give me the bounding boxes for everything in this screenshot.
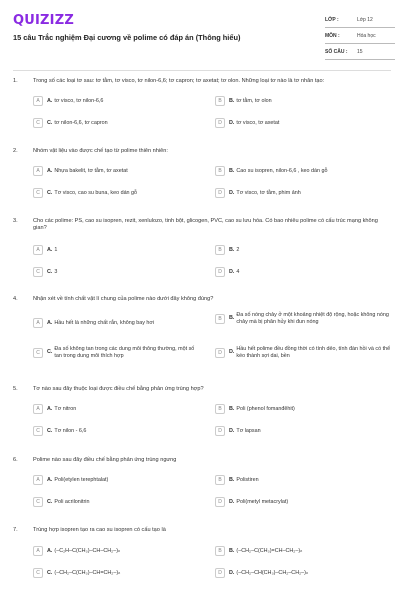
option-key: B.	[229, 315, 235, 322]
option-letter-box: C	[33, 497, 43, 507]
option-letter-box: D	[215, 348, 225, 358]
option-text: Tơ visco, tơ tằm, phim ảnh	[236, 189, 301, 196]
question-text: Trong số các loại tơ sau: tơ tằm, tơ visco, tơ nilon-6,6; tơ capron; tơ axetat; tơ olon. Những loại tơ nào là tơ nhân tạo:	[33, 78, 325, 84]
option-text: tơ tằm, tơ olon	[236, 97, 272, 104]
option-key: C.	[47, 569, 53, 576]
option-text: tơ visco, tơ axetat	[236, 119, 280, 126]
meta-value: 15	[357, 48, 363, 55]
option-c[interactable]	[33, 346, 198, 359]
option-key: A.	[47, 167, 53, 174]
option-text: Đa số nóng chảy ở một khoảng nhiệt độ rộng, hoặc không nóng chảy mà bị phân hủy khi đun nóng	[236, 312, 389, 325]
option-c[interactable]	[33, 188, 198, 198]
question-6	[0, 457, 400, 505]
option-text: Poli(metyl metacrylat)	[236, 498, 289, 505]
question-text: Cho các polime: PS, cao su isopren, rezit, xenlulozo, tinh bột, glicogen, PVC, cao su lưu hóa. Có bao nhiêu polime có cấu trúc mạng không gian?	[33, 218, 378, 231]
option-text: tơ nilon-6,6, tơ capron	[54, 119, 108, 126]
option-letter-box: D	[215, 497, 225, 507]
option-b[interactable]	[215, 166, 391, 176]
option-text: 4	[236, 268, 240, 275]
option-key: C.	[47, 268, 53, 275]
question-number: 7.	[13, 527, 18, 533]
option-d[interactable]	[215, 497, 391, 507]
option-key: A.	[47, 405, 53, 412]
option-b[interactable]	[215, 546, 391, 556]
meta-row-count	[325, 44, 395, 60]
option-key: D.	[229, 119, 235, 126]
option-key: A.	[47, 246, 53, 253]
option-letter-box: B	[215, 245, 225, 255]
page-title: 15 câu Trắc nghiệm Đại cương về polime có đáp án (Thông hiểu)	[13, 33, 241, 42]
question-7	[0, 527, 400, 576]
option-text: Tơ nitron	[54, 405, 77, 412]
option-letter-box: D	[215, 118, 225, 128]
option-key: B.	[229, 97, 235, 104]
option-c[interactable]	[33, 267, 198, 277]
option-c[interactable]	[33, 426, 198, 436]
question-text: Trùng hợp isopren tạo ra cao su isopren có cấu tạo là	[33, 527, 166, 533]
option-letter-box: D	[215, 426, 225, 436]
option-text: Tơ nilon - 6,6	[54, 427, 87, 434]
option-key: B.	[229, 547, 235, 554]
meta-value: Lớp 12	[357, 16, 373, 23]
option-b[interactable]	[215, 96, 391, 106]
option-text: (–CH₂–C(CH₃)–CH=CH₂–)ₙ	[54, 569, 121, 576]
option-letter-box: B	[215, 96, 225, 106]
option-letter-box: D	[215, 188, 225, 198]
option-text: tơ visco, tơ nilon-6,6	[54, 97, 104, 104]
question-text: Polime nào sau đây điều chế bằng phản ứng trùng ngưng	[33, 457, 177, 463]
question-number: 3.	[13, 218, 18, 224]
option-letter-box: C	[33, 348, 43, 358]
option-letter-box: C	[33, 118, 43, 128]
option-key: C.	[47, 119, 53, 126]
meta-row-grade	[325, 12, 395, 28]
option-key: D.	[229, 569, 235, 576]
option-text: Poli (phenol fomanđêhit)	[236, 405, 295, 412]
question-number: 6.	[13, 457, 18, 463]
option-key: D.	[229, 349, 235, 356]
question-4	[0, 296, 400, 359]
option-b[interactable]	[215, 312, 391, 325]
option-letter-box: C	[33, 267, 43, 277]
option-letter-box: A	[33, 404, 43, 414]
option-text: Hầu hết là những chất rắn, không bay hơi	[54, 319, 155, 326]
option-text: (–CH₂–C(CH₃)=CH–CH₂–)ₙ	[236, 547, 303, 554]
option-text: Đa số không tan trong các dung môi thông thường, một số tan trong dung môi thích hợp	[54, 346, 195, 359]
option-letter-box: D	[215, 267, 225, 277]
option-letter-box: B	[215, 546, 225, 556]
option-key: A.	[47, 476, 53, 483]
question-number: 1.	[13, 78, 18, 84]
option-key: B.	[229, 405, 235, 412]
question-5	[0, 386, 400, 434]
option-letter-box: B	[215, 404, 225, 414]
option-letter-box: B	[215, 314, 225, 324]
meta-label: SỐ CÂU :	[325, 48, 348, 55]
quizizz-logo: QUIZIZZ	[13, 13, 74, 28]
option-letter-box: C	[33, 426, 43, 436]
option-letter-box: B	[215, 166, 225, 176]
option-b[interactable]	[215, 245, 391, 255]
option-text: Tơ lapsan	[236, 427, 261, 434]
option-b[interactable]	[215, 475, 391, 485]
option-text: 2	[236, 246, 240, 253]
question-1	[0, 78, 400, 126]
option-a[interactable]	[33, 245, 198, 255]
option-letter-box: A	[33, 96, 43, 106]
option-letter-box: C	[33, 568, 43, 578]
option-c[interactable]	[33, 497, 198, 507]
option-key: C.	[47, 349, 53, 356]
option-d[interactable]	[215, 267, 391, 277]
option-text: Poli acrilonitrin	[54, 498, 90, 505]
header-divider	[13, 70, 391, 71]
document-header	[0, 0, 400, 70]
option-letter-box: B	[215, 475, 225, 485]
option-text: 3	[54, 268, 58, 275]
option-key: B.	[229, 246, 235, 253]
option-text: Polistiren	[236, 476, 259, 483]
meta-label: MÔN :	[325, 32, 340, 39]
option-letter-box: D	[215, 568, 225, 578]
option-key: C.	[47, 189, 53, 196]
option-a[interactable]	[33, 318, 198, 328]
question-text: Nhóm vật liệu vào được chế tạo từ polime thiên nhiên:	[33, 148, 168, 154]
meta-table	[325, 12, 395, 60]
option-letter-box: A	[33, 245, 43, 255]
option-letter-box: A	[33, 318, 43, 328]
option-a[interactable]	[33, 404, 198, 414]
question-text: Nhận xét về tính chất vật lí chung của polime nào dưới đây không đúng?	[33, 296, 214, 302]
option-letter-box: A	[33, 475, 43, 485]
option-key: C.	[47, 427, 53, 434]
option-a[interactable]	[33, 96, 198, 106]
option-key: D.	[229, 268, 235, 275]
option-key: A.	[47, 97, 53, 104]
option-text: (–C₂H–C(CH₃)–CH–CH₂–)ₙ	[54, 547, 121, 554]
option-key: D.	[229, 498, 235, 505]
meta-value: Hóa học	[357, 32, 376, 39]
question-number: 5.	[13, 386, 18, 392]
option-key: C.	[47, 498, 53, 505]
option-text: Cao su isopren, nilon-6,6 , keo dán gỗ	[236, 167, 328, 174]
option-key: B.	[229, 167, 235, 174]
question-text: Tơ nào sau đây thuộc loại được điều chế bằng phản ứng trùng hợp?	[33, 386, 204, 392]
option-d[interactable]	[215, 568, 391, 578]
option-text: (–CH₂–CH(CH₃)–CH₂–CH₂–)ₙ	[236, 569, 309, 576]
option-text: Poli(etylen terephtalat)	[54, 476, 109, 483]
question-2	[0, 148, 400, 196]
question-number: 4.	[13, 296, 18, 302]
meta-row-subject	[325, 28, 395, 44]
option-key: B.	[229, 476, 235, 483]
option-text: Tơ visco, cao su buna, keo dán gỗ	[54, 189, 138, 196]
option-c[interactable]	[33, 118, 198, 128]
option-key: D.	[229, 189, 235, 196]
option-key: D.	[229, 427, 235, 434]
option-text: 1	[54, 246, 58, 253]
option-text: Hầu hết polime đều đồng thời có tính dẻo, tính đàn hồi và có thể kéo thành sợi dai, bền	[236, 346, 391, 359]
option-key: A.	[47, 319, 53, 326]
option-key: A.	[47, 547, 53, 554]
option-a[interactable]	[33, 166, 198, 176]
question-number: 2.	[13, 148, 18, 154]
option-letter-box: A	[33, 546, 43, 556]
option-a[interactable]	[33, 475, 198, 485]
option-d[interactable]	[215, 118, 391, 128]
option-c[interactable]	[33, 568, 198, 578]
option-text: Nhựa bakelit, tơ tằm, tơ axetat	[54, 167, 128, 174]
question-3	[0, 218, 400, 275]
option-letter-box: C	[33, 188, 43, 198]
option-d[interactable]	[215, 188, 391, 198]
option-d[interactable]	[215, 426, 391, 436]
option-b[interactable]	[215, 404, 391, 414]
option-d[interactable]	[215, 346, 391, 359]
option-a[interactable]	[33, 546, 198, 556]
meta-label: LỚP :	[325, 16, 339, 23]
option-letter-box: A	[33, 166, 43, 176]
